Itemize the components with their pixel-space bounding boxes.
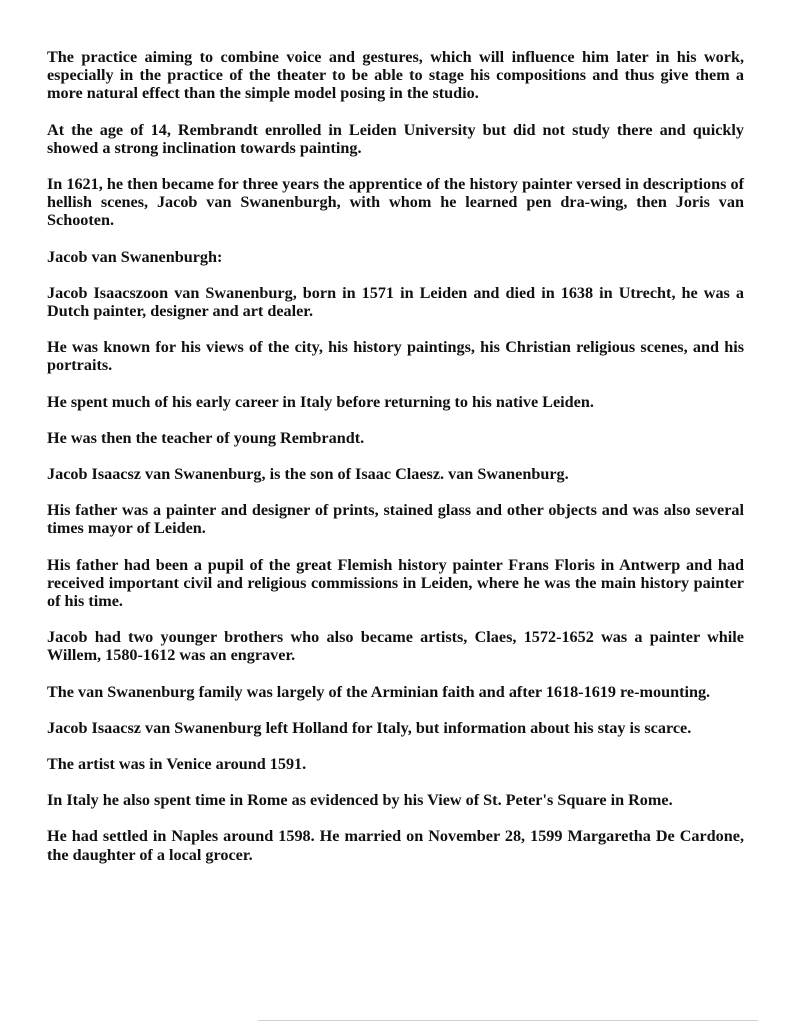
paragraph: His father was a painter and designer of prints, stained glass and other objects and was also several times mayor of Leiden. <box>47 501 744 538</box>
paragraph: In Italy he also spent time in Rome as evidenced by his View of St. Peter's Square in Rome. <box>47 791 673 810</box>
section-heading: Jacob van Swanenburgh: <box>47 247 223 266</box>
paragraph: Jacob Isaacsz van Swanenburg, is the son of Isaac Claesz. van Swanenburg. <box>47 465 569 484</box>
paragraph: The artist was in Venice around 1591. <box>47 755 307 774</box>
paragraph: Jacob Isaacszoon van Swanenburg, born in 1571 in Leiden and died in 1638 in Utrecht, he was a Dutch painter, designer and art dealer. <box>47 283 744 321</box>
paragraph: In 1621, he then became for three years the apprentice of the history painter versed in descriptions of hellish scenes, Jacob van Swanenburgh, with whom he learned pen dra-wing, then Joris van Schooten. <box>47 175 744 230</box>
document-page <box>47 48 744 882</box>
paragraph: Jacob Isaacsz van Swanenburg left Holland for Italy, but information about his stay is scarce. <box>47 718 692 737</box>
paragraph: He spent much of his early career in Italy before returning to his native Leiden. <box>47 392 594 411</box>
paragraph: He was then the teacher of young Rembrandt. <box>47 428 365 447</box>
paragraph: His father had been a pupil of the great Flemish history painter Frans Floris in Antwerp and had received important civil and religious commissions in Leiden, where he was the main history painter of his time. <box>47 555 744 611</box>
paragraph: At the age of 14, Rembrandt enrolled in Leiden University but did not study there and quickly showed a strong inclination towards painting. <box>47 120 744 157</box>
paragraph: The practice aiming to combine voice and gestures, which will influence him later in his work, especially in the practice of the theater to be able to stage his compositions and thus give them a more natural effect than the simple model posing in the studio. <box>47 48 744 103</box>
page-edge-divider <box>258 1020 758 1021</box>
paragraph: Jacob had two younger brothers who also became artists, Claes, 1572-1652 was a painter while Willem, 1580-1612 was an engraver. <box>47 628 744 665</box>
paragraph: The van Swanenburg family was largely of the Arminian faith and after 1618-1619 re-mounting. <box>47 682 711 701</box>
paragraph: He had settled in Naples around 1598. He married on November 28, 1599 Margaretha De Cardone, the daughter of a local grocer. <box>47 827 744 864</box>
paragraph: He was known for his views of the city, his history paintings, his Christian religious scenes, and his portraits. <box>47 338 744 375</box>
